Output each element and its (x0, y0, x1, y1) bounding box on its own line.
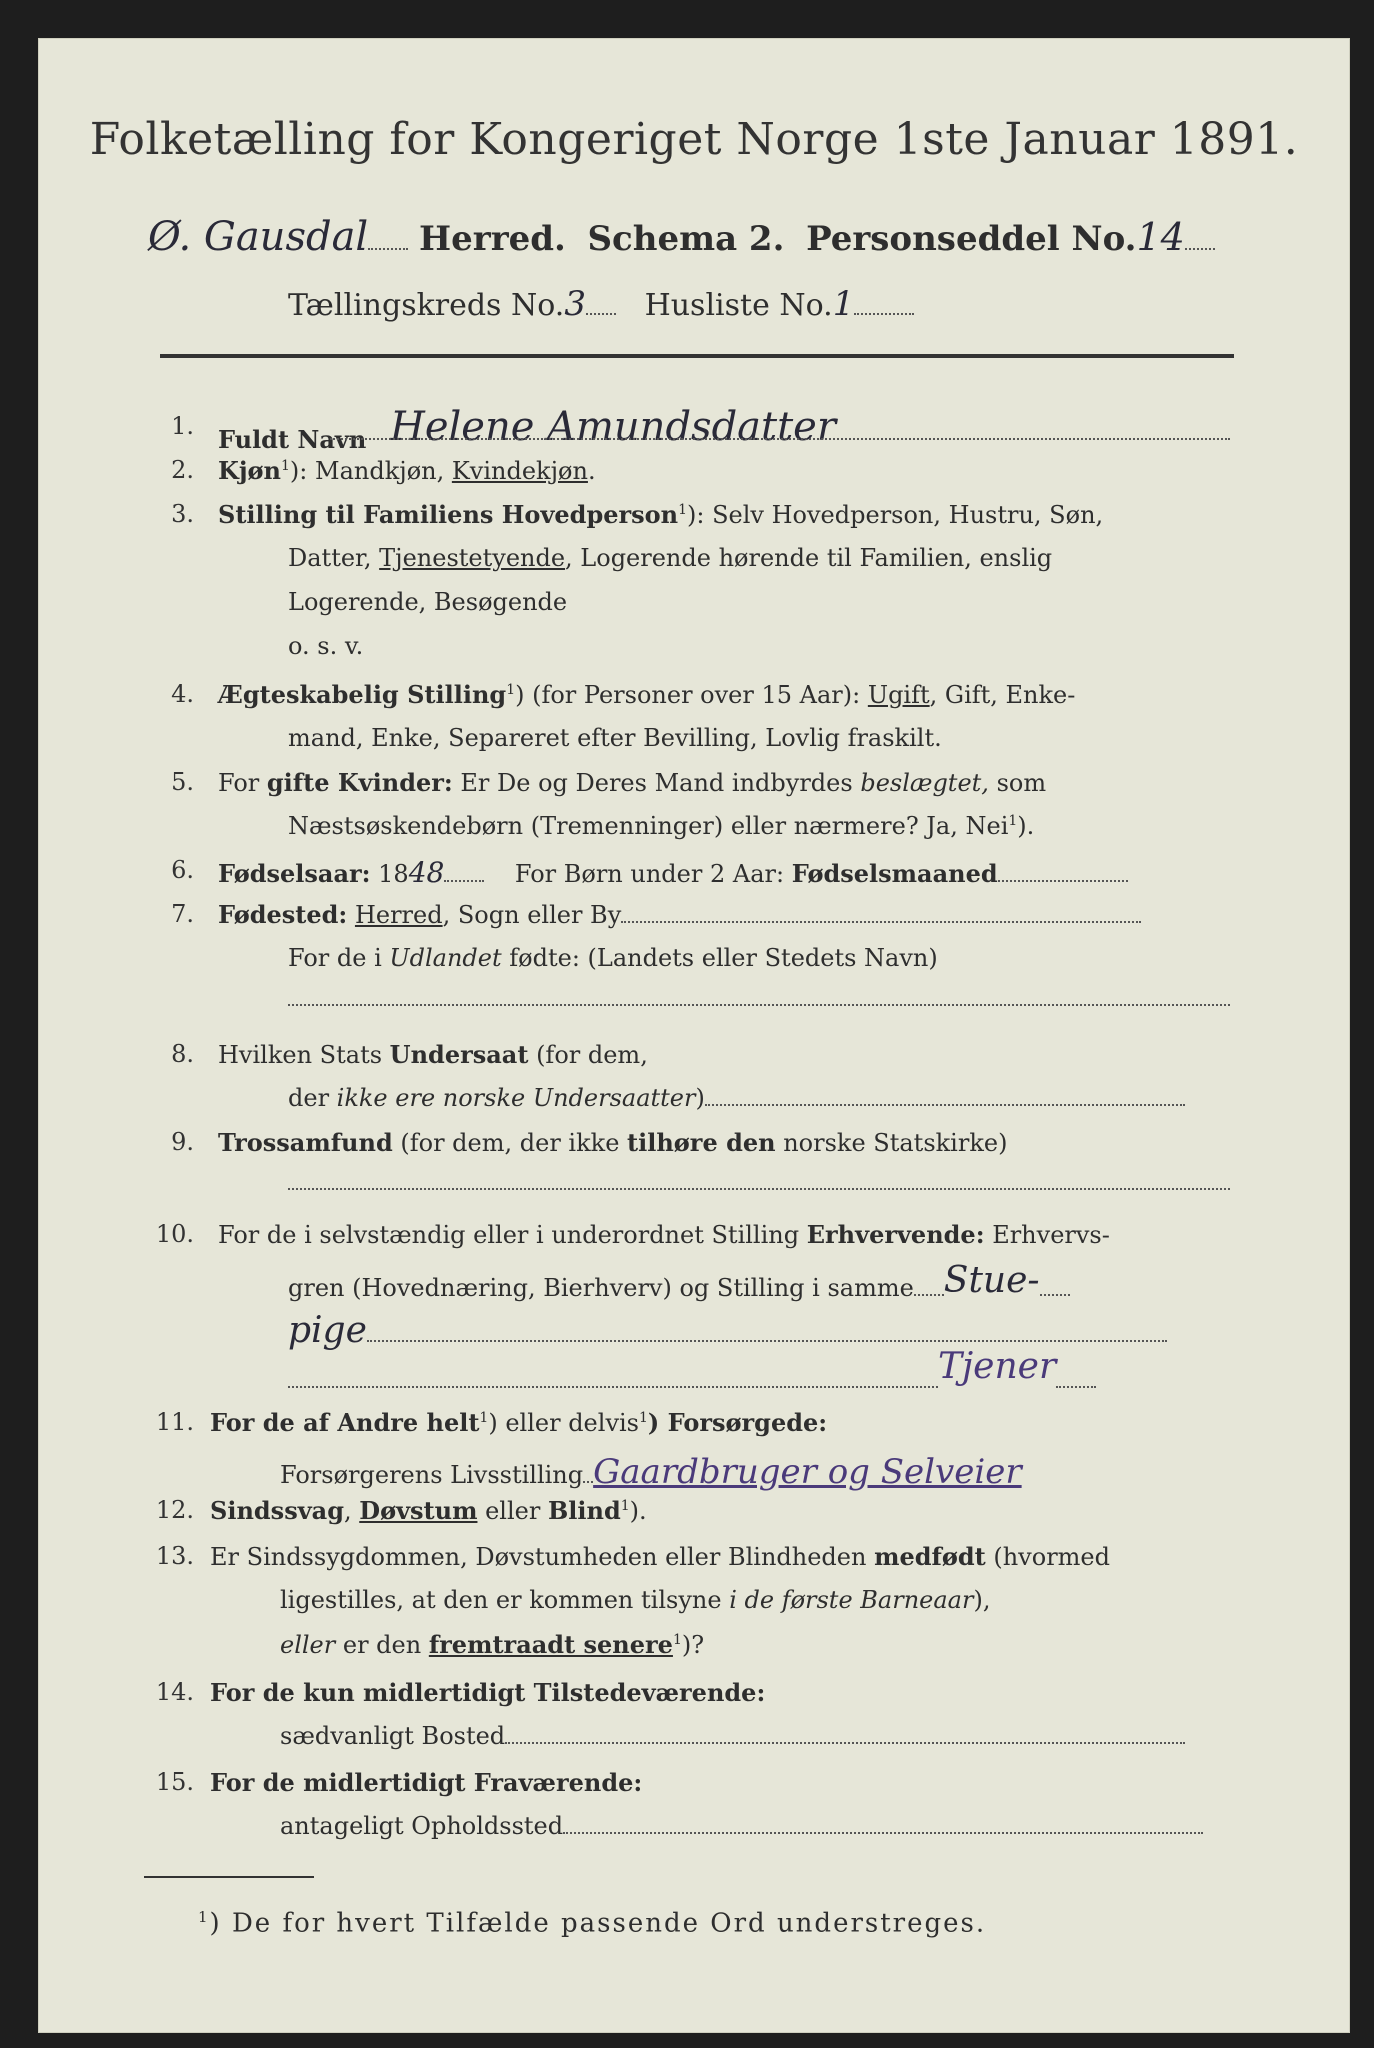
q7-dotted-line (288, 1004, 1230, 1006)
ugift-underlined: Ugift (867, 681, 930, 709)
herred-underlined: Herred (354, 901, 443, 929)
q8-row-2: der ikke ere norske Undersaatter) (288, 1084, 1185, 1112)
husliste-label: Husliste No. (644, 288, 833, 323)
census-form (38, 38, 1350, 2033)
herred-line (148, 214, 1215, 260)
q8-number: 8. (171, 1040, 194, 1068)
q3-row-2: Datter, Tjenestetyende, Logerende hørende til Familien, enslig (288, 544, 1053, 572)
q15-row-1: For de midlertidigt Fraværende: (210, 1768, 643, 1797)
q5-number: 5. (171, 768, 194, 796)
q10-number: 10. (155, 1220, 194, 1248)
q1-row (218, 404, 836, 458)
personseddel-number: 14 (1136, 215, 1185, 259)
kreds-label: Tællingskreds No. (288, 288, 565, 323)
q2-number: 2. (171, 456, 194, 484)
provider-handwritten: Gaardbruger og Selveier (593, 1452, 1022, 1492)
q9-dotted-line (288, 1188, 1230, 1190)
q5-row-2: Næstsøskendebørn (Tremenninger) eller nærmere? Ja, Nei$^1$). (288, 812, 1035, 840)
q8-row-1: Hvilken Stats Undersaat (for dem, (218, 1040, 648, 1069)
q11-row-1: For de af Andre helt$^1$) eller delvis$^1$) Forsørgede: (210, 1408, 828, 1437)
q3-row-4: o. s. v. (288, 632, 364, 660)
q13-row-1: Er Sindssygdommen, Døvstumheden eller Blindheden medfødt (hvormed (210, 1542, 1110, 1571)
herred-label: Herred. (419, 219, 566, 259)
q3-row-3: Logerende, Besøgende (288, 588, 568, 616)
q15-row-2: antageligt Opholdssted (280, 1812, 1203, 1840)
q11-number: 11. (155, 1408, 194, 1436)
kreds-number: 3 (564, 284, 586, 324)
q3-row-1: Stilling til Familiens Hovedperson$^1$): Selv Hovedperson, Hustru, Søn, (218, 500, 1104, 529)
q4-number: 4. (171, 680, 194, 708)
q14-number: 14. (155, 1678, 194, 1706)
husliste-number: 1 (832, 284, 855, 324)
q14-row-2: sædvanligt Bosted (280, 1722, 1185, 1750)
footnote-rule (144, 1876, 314, 1878)
kvindekjon-underlined: Kvindekjøn (451, 457, 588, 485)
q2-row: Kjøn$^1$): Mandkjøn, Kvindekjøn. (218, 456, 596, 485)
q9-number: 9. (171, 1128, 194, 1156)
q7-row-1: Fødested: Herred, Sogn eller By (218, 900, 1141, 929)
q1-dotted-line (330, 438, 1230, 440)
q14-row-1: For de kun midlertidigt Tilstedeværende: (210, 1678, 766, 1707)
form-title: Folketælling for Kongeriget Norge 1ste Januar 1891. (89, 114, 1299, 165)
q15-number: 15. (155, 1768, 194, 1796)
personseddel-label: Personseddel No. (806, 219, 1137, 259)
schema-label: Schema 2. (587, 219, 785, 259)
q7-row-2: For de i Udlandet fødte: (Landets eller Stedets Navn) (288, 944, 938, 972)
q13-number: 13. (155, 1542, 194, 1570)
q13-row-2: ligestilles, at den er kommen tilsyne i de første Barneaar), (280, 1586, 991, 1614)
q4-row-2: mand, Enke, Separeret efter Bevilling, Lovlig fraskilt. (288, 724, 942, 752)
q4-row-1: Ægteskabelig Stilling$^1$) (for Personer over 15 Aar): Ugift, Gift, Enke- (218, 680, 1076, 709)
q7-number: 7. (171, 900, 194, 928)
q10-row-2: gren (Hovednæring, Bierhverv) og Stilling i samme Stue- (288, 1264, 1070, 1305)
q10-row-4 (288, 1346, 1096, 1397)
tjenestetyende-underlined: Tjenestetyende (379, 544, 566, 572)
q11-row-2: Forsørgerens Livsstilling Gaardbruger og Selveier (280, 1452, 1022, 1492)
q6-number: 6. (171, 856, 194, 884)
birth-year-handwritten: 48 (408, 856, 445, 889)
occupation-handwritten-1: Stue- (943, 1260, 1040, 1301)
q12-row: Sindssvag, Døvstum eller Blind$^1$). (210, 1496, 647, 1525)
q12-number: 12. (155, 1496, 194, 1524)
q5-row-1: For gifte Kvinder: Er De og Deres Mand indbyrdes beslægtet, som (218, 768, 1047, 797)
q10-row-3 (288, 1310, 1167, 1351)
q1-name-handwritten: Helene Amundsdatter (389, 404, 836, 450)
q9-row: Trossamfund (for dem, der ikke tilhøre den norske Statskirke) (218, 1128, 1008, 1157)
herred-handwritten: Ø. Gausdal (148, 214, 369, 260)
q10-row-1: For de i selvstændig eller i underordnet Stilling Erhvervende: Erhvervs- (218, 1220, 1110, 1249)
header-rule (160, 354, 1234, 358)
footnote: $^1$) De for hvert Tilfælde passende Ord understreges. (198, 1908, 987, 1939)
q1-number: 1. (171, 412, 194, 440)
q3-number: 3. (171, 500, 194, 528)
q6-row: Fødselsaar: 1848 For Børn under 2 Aar: Fødselsmaaned (218, 856, 1128, 889)
q13-row-3: eller er den fremtraadt senere$^1$)? (280, 1630, 705, 1659)
kreds-line (288, 284, 914, 324)
occupation-handwritten-3: Tjener (938, 1346, 1057, 1387)
occupation-handwritten-2: pige (288, 1310, 367, 1351)
q1-label: Fuldt Navn (218, 425, 367, 454)
